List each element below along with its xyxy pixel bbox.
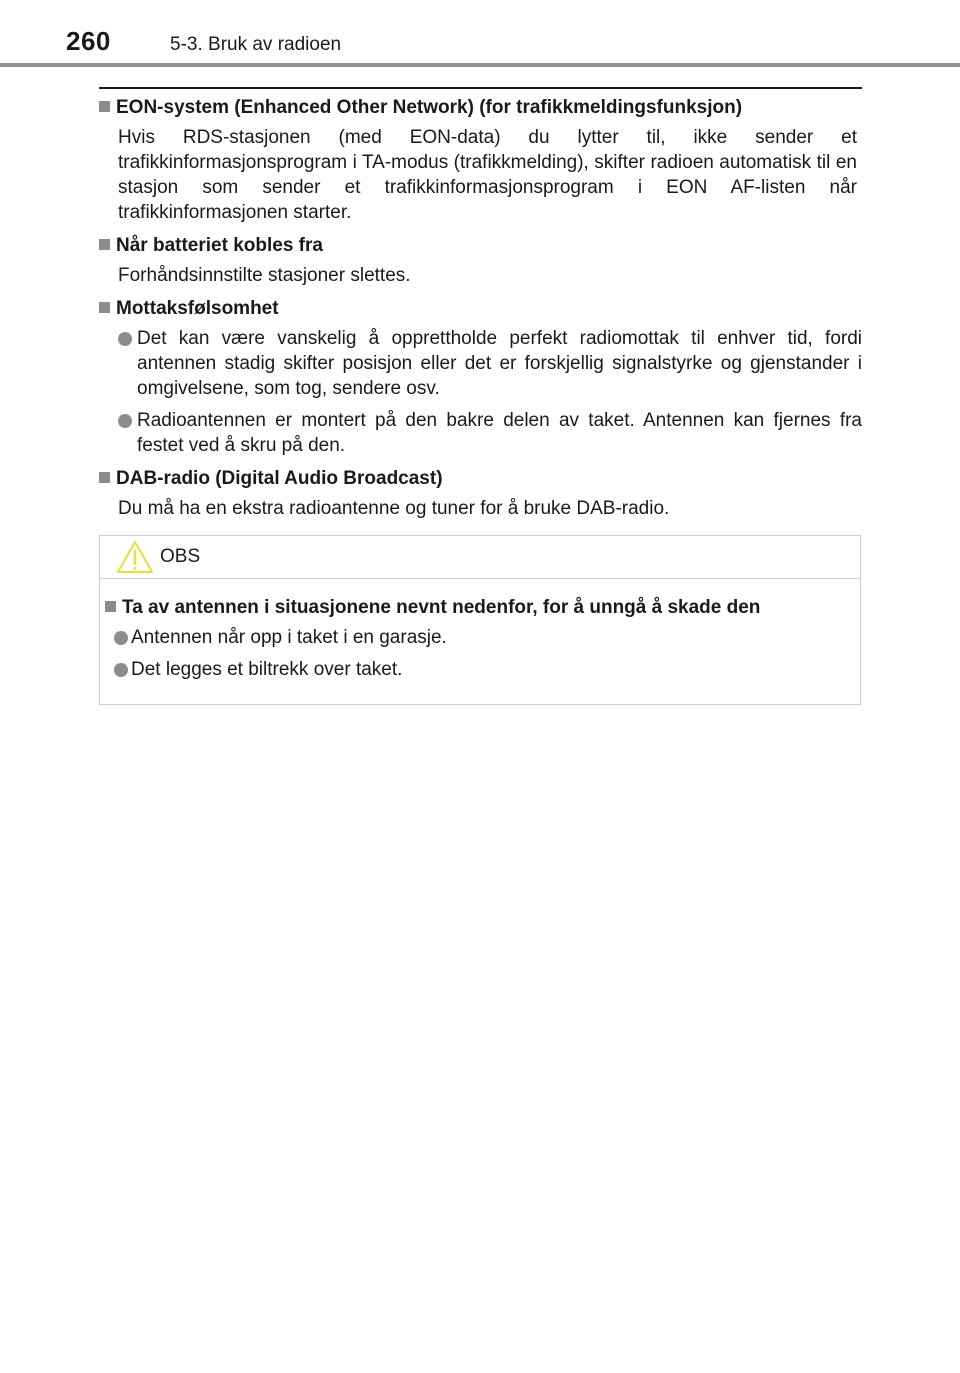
notice-box [99,535,861,705]
circle-bullet-icon [118,332,132,346]
page-number: 260 [66,26,111,56]
notice-body [100,579,860,682]
content-area [99,95,862,529]
square-bullet-icon [99,101,110,112]
square-bullet-icon [105,601,116,612]
notice-label: OBS [160,546,201,567]
list-item: Antennen når opp i taket i en garasje. [105,625,860,650]
warning-triangle-icon [116,540,154,574]
section-heading: Mottaksfølsomhet [99,296,862,322]
list-item: Det legges et biltrekk over taket. [105,657,860,682]
section-text: Forhåndsinnstilte stasjoner slettes. [118,265,411,286]
notice-header [100,536,860,579]
page-header [0,0,960,70]
notice-heading: Ta av antennen i situasjonene nevnt nedenfor, for å unngå å skade den [105,595,860,621]
section-text: Hvis RDS-stasjonen (med EON-data) du lytter til, ikke sender et trafikkinformasjonsprogram i TA-modus (trafikkmelding), skifter radioen automatisk til en stasjon som sender et trafikkinformasjonsprogram i EON AF-listen når trafikkinformasjonen starter. [118,127,857,223]
square-bullet-icon [99,302,110,313]
circle-bullet-icon [114,663,128,677]
list-item: Radioantennen er montert på den bakre delen av taket. Antennen kan fjernes fra festet ved å skru på den. [99,408,862,458]
section-title: 5-3. Bruk av radioen [170,34,342,55]
section-heading: DAB-radio (Digital Audio Broadcast) [99,466,862,492]
section-heading: EON-system (Enhanced Other Network) (for trafikkmeldingsfunksjon) [99,95,862,121]
section-battery-disconnect [99,233,862,288]
list-item: Det kan være vanskelig å opprettholde perfekt radiomottak til enhver tid, fordi antennen stadig skifter posisjon eller det er forskjellig signalstyrke og gjenstander i omgivelsene, som tog, sendere osv. [99,326,862,401]
square-bullet-icon [99,472,110,483]
content-top-rule [99,87,862,89]
square-bullet-icon [99,239,110,250]
section-text: Du må ha en ekstra radioantenne og tuner for å bruke DAB-radio. [118,498,670,519]
section-heading: Når batteriet kobles fra [99,233,862,259]
section-reception-sensitivity [99,296,862,458]
circle-bullet-icon [114,631,128,645]
section-dab-radio [99,466,862,521]
section-eon-system [99,95,862,225]
circle-bullet-icon [118,414,132,428]
header-rule [0,63,960,67]
